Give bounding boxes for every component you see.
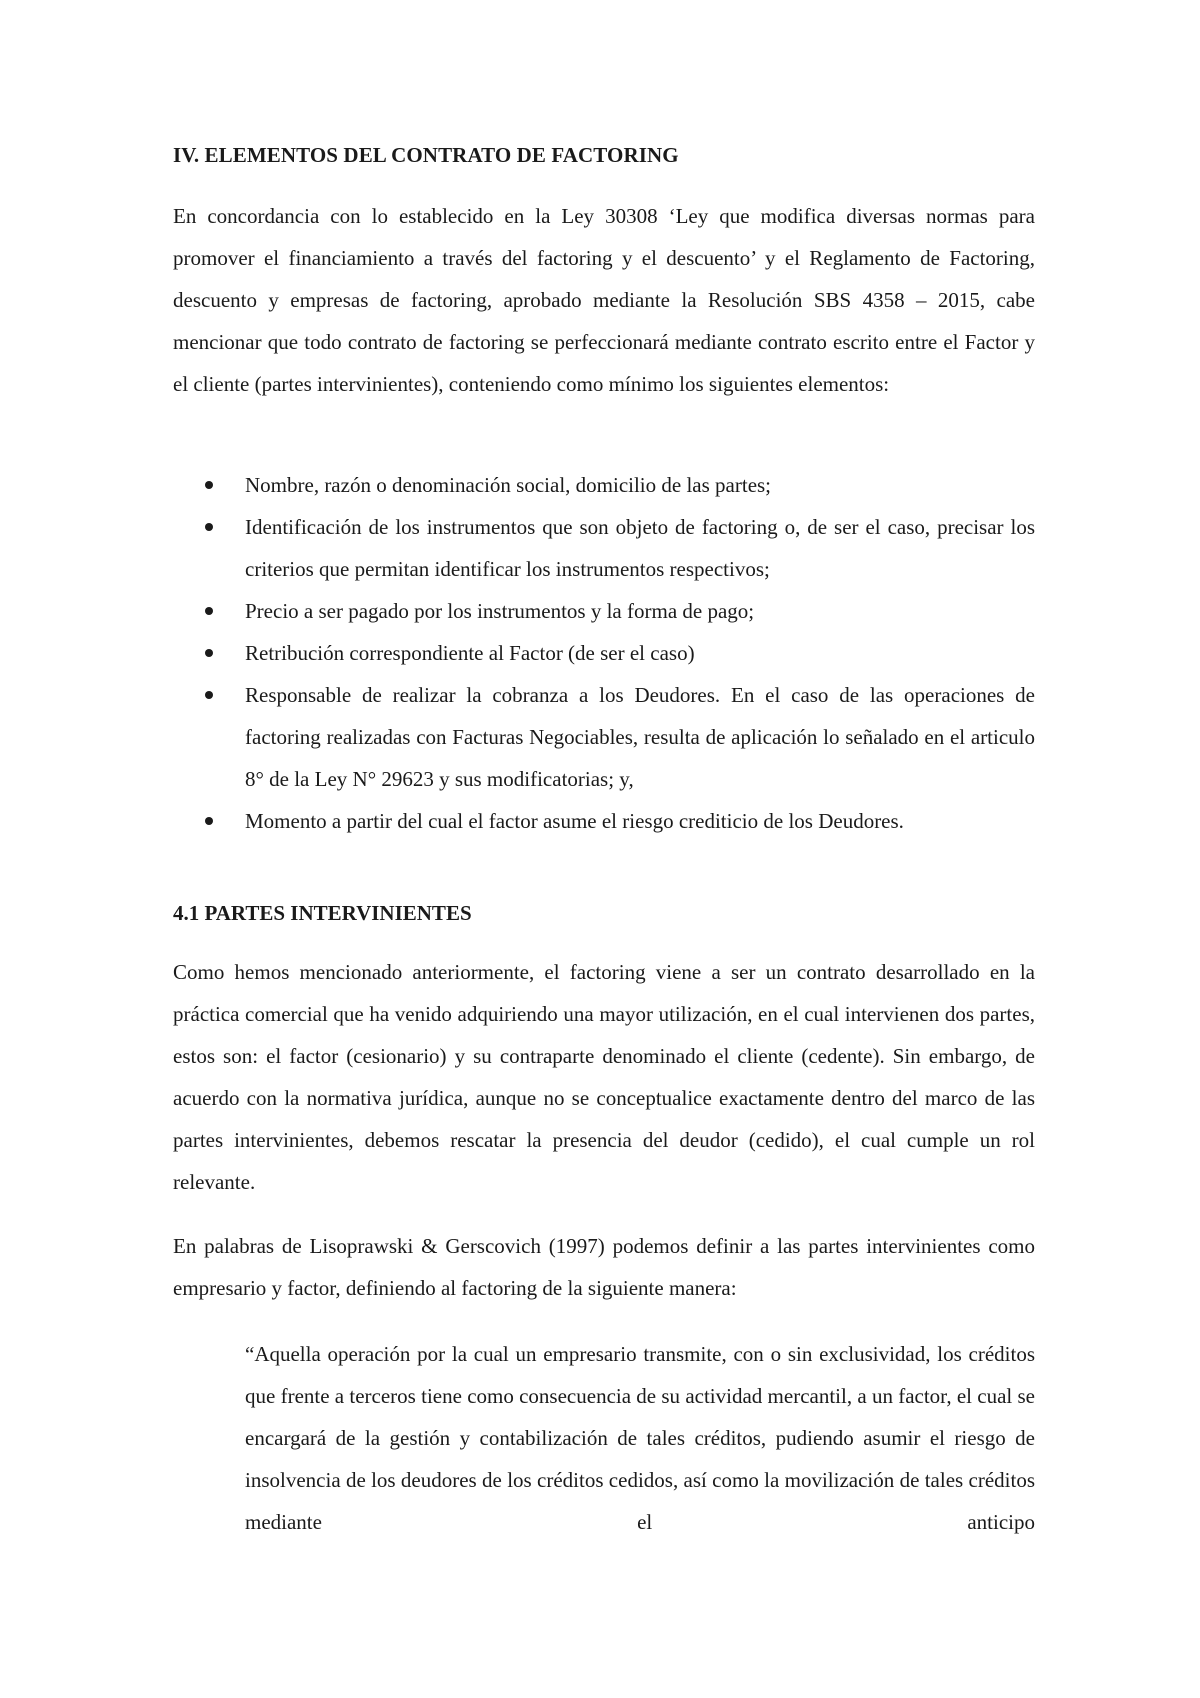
list-item xyxy=(173,464,1035,506)
parties-paragraph: Como hemos mencionado anteriormente, el factoring viene a ser un contrato desarrollado en la práctica comercial que ha venido adquiriendo una mayor utilización, en el cual intervienen dos partes, estos son: el factor (cesionario) y su contraparte denominado el cliente (cedente). Sin embargo, de acuerdo con la normativa jurídica, aunque no se conceptualice exactamente dentro del marco de las partes intervinientes, debemos rescatar la presencia del deudor (cedido), el cual cumple un rol relevante. xyxy=(173,960,1035,1194)
bullet-icon xyxy=(205,649,213,657)
list-item xyxy=(173,590,1035,632)
list-item xyxy=(173,632,1035,674)
bullet-icon xyxy=(205,481,213,489)
list-item-text: Retribución correspondiente al Factor (de ser el caso) xyxy=(245,641,695,665)
bullet-icon xyxy=(205,817,213,825)
section-heading: IV. ELEMENTOS DEL CONTRATO DE FACTORING xyxy=(173,143,679,167)
subsection-heading: 4.1 PARTES INTERVINIENTES xyxy=(173,901,472,925)
bullet-icon xyxy=(205,691,213,699)
block-quote: “Aquella operación por la cual un empresario transmite, con o sin exclusividad, los créditos que frente a terceros tiene como consecuencia de su actividad mercantil, a un factor, el cual se encargará de la gestión y contabilización de tales créditos, pudiendo asumir el riesgo de insolvencia de los deudores de los créditos cedidos, así como la movilización de tales créditos mediante el anticipo xyxy=(245,1342,1035,1534)
bullet-icon xyxy=(205,523,213,531)
list-item xyxy=(173,506,1035,590)
list-item-text: Precio a ser pagado por los instrumentos y la forma de pago; xyxy=(245,599,755,623)
list-item xyxy=(173,674,1035,800)
list-item xyxy=(173,800,1035,842)
contract-elements-list xyxy=(173,464,1035,842)
list-item-text: Nombre, razón o denominación social, domicilio de las partes; xyxy=(245,473,772,497)
definition-intro-paragraph: En palabras de Lisoprawski & Gerscovich (1997) podemos definir a las partes intervinientes como empresario y factor, definiendo al factoring de la siguiente manera: xyxy=(173,1234,1035,1300)
list-item-text: Momento a partir del cual el factor asume el riesgo crediticio de los Deudores. xyxy=(245,809,904,833)
list-item-text: Responsable de realizar la cobranza a los Deudores. En el caso de las operaciones de factoring realizadas con Facturas Negociables, resulta de aplicación lo señalado en el articulo 8° de la Ley N° 29623 y sus modificatorias; y, xyxy=(245,683,1035,791)
bullet-icon xyxy=(205,607,213,615)
list-item-text: Identificación de los instrumentos que son objeto de factoring o, de ser el caso, precisar los criterios que permitan identificar los instrumentos respectivos; xyxy=(245,515,1035,581)
intro-paragraph: En concordancia con lo establecido en la Ley 30308 ‘Ley que modifica diversas normas para promover el financiamiento a través del factoring y el descuento’ y el Reglamento de Factoring, descuento y empresas de factoring, aprobado mediante la Resolución SBS 4358 – 2015, cabe mencionar que todo contrato de factoring se perfeccionará mediante contrato escrito entre el Factor y el cliente (partes intervinientes), conteniendo como mínimo los siguientes elementos: xyxy=(173,204,1035,396)
